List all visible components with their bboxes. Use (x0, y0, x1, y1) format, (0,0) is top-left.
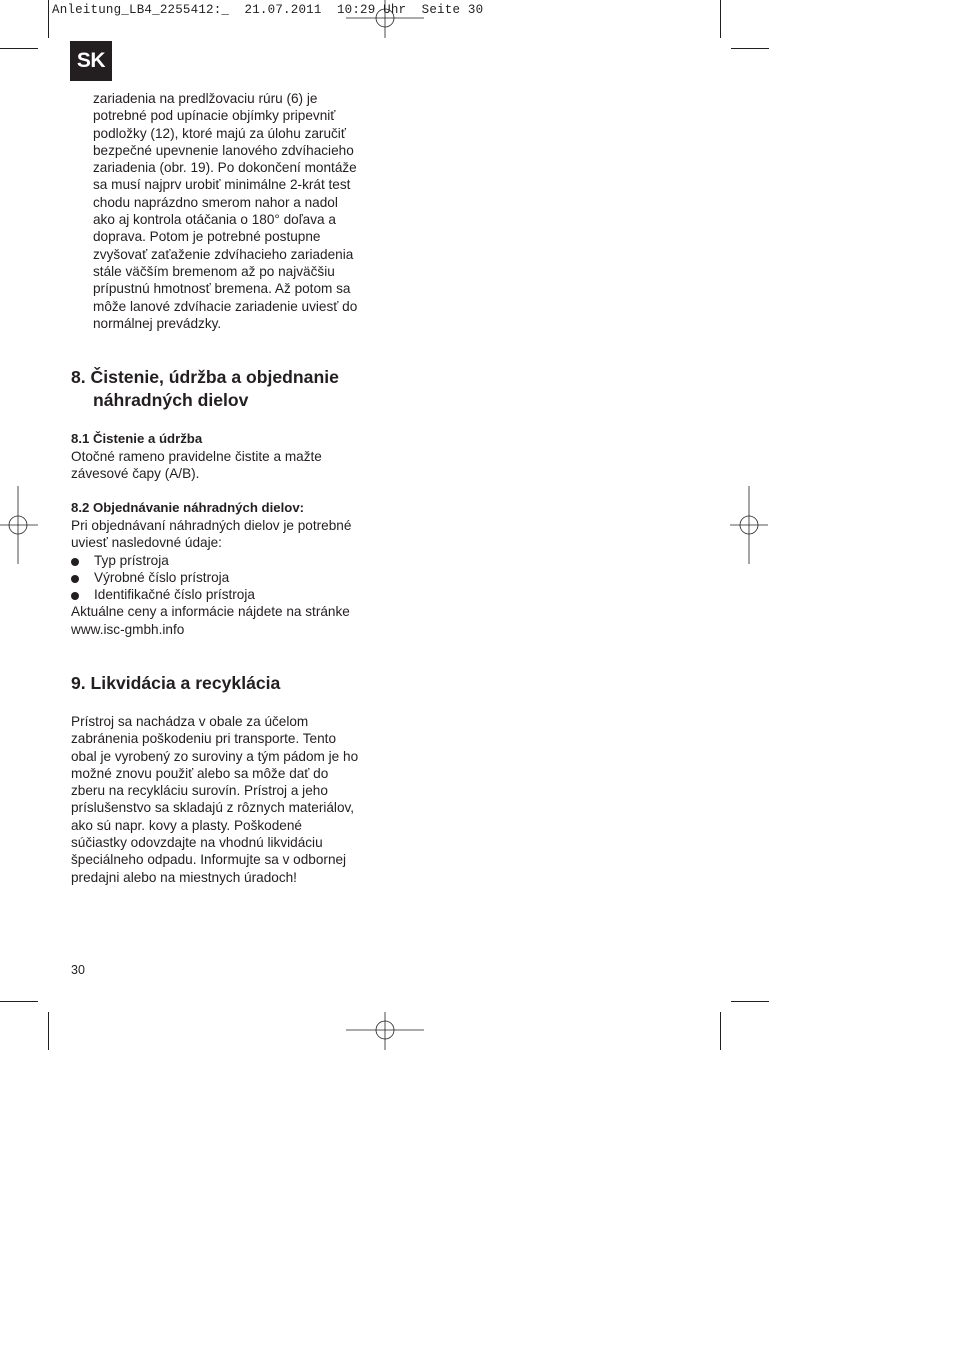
body-line: Aktuálne ceny a informácie nájdete na stránke (71, 604, 350, 620)
body-line: zabránenia poškodeniu pri transporte. Tento (71, 731, 337, 747)
print-header: Anleitung_LB4_2255412:_ 21.07.2011 10:29 Uhr Seite 30 (52, 3, 484, 17)
intro-paragraph (93, 90, 383, 332)
crop-mark-top-right-vertical (720, 0, 721, 38)
required-data-list (71, 552, 381, 604)
body-line: príslušenstvo sa skladajú z rôznych materiálov, (71, 800, 355, 816)
section-8-title-line2: náhradných dielov (93, 390, 249, 410)
intro-line: ako aj kontrola otáčania o 180° doľava a (93, 212, 336, 228)
section-9-heading: 9. Likvidácia a recyklácia (71, 673, 281, 693)
website-link[interactable]: www.isc-gmbh.info (71, 621, 185, 637)
body-line: ako sú napr. kovy a plasty. Poškodené (71, 817, 302, 833)
crop-mark-top-left-vertical (48, 0, 49, 38)
language-badge: SK (70, 41, 112, 81)
registration-mark-right-icon (730, 486, 768, 564)
intro-line: podložky (12), ktoré majú za úlohu zaručiť (93, 125, 346, 141)
intro-line: chodu naprázdno smerom nahor a nadol (93, 194, 338, 210)
registration-mark-left-icon (0, 486, 38, 564)
intro-line: bezpečné upevnenie lanového zdvíhacieho (93, 142, 354, 158)
crop-mark-bottom-right-vertical (720, 1012, 721, 1050)
intro-line: zariadenia na predlžovaciu rúru (6) je (93, 91, 318, 106)
intro-line: prípustnú hmotnosť bremena. Až potom sa (93, 281, 351, 297)
registration-mark-top-icon (346, 0, 424, 38)
subsection-8-2-heading: 8.2 Objednávanie náhradných dielov: (71, 500, 305, 515)
body-line: možné znovu použiť alebo sa môže dať do (71, 765, 329, 781)
intro-line: normálnej prevádzky. (93, 315, 222, 331)
body-line: Otočné rameno pravidelne čistite a mažte (71, 449, 322, 464)
body-line: zberu na recykláciu surovín. Prístroj a jeho (71, 783, 328, 799)
section-9-body (71, 713, 381, 886)
intro-line: môže lanové zdvíhacie zariadenie uviesť do (93, 298, 358, 314)
body-line: uviesť nasledovné údaje: (71, 535, 222, 551)
registration-mark-bottom-icon (346, 1012, 424, 1050)
page-number: 30 (71, 963, 85, 977)
section-8-title-line1: 8. Čistenie, údržba a objednanie (71, 367, 339, 387)
body-line: závesové čapy (A/B). (71, 466, 200, 482)
body-line: predajni alebo na miestnych úradoch! (71, 869, 297, 885)
intro-line: stále väčším bremenom až po najväčšiu (93, 263, 335, 279)
body-line: špeciálneho odpadu. Informujte sa v odbornej (71, 852, 347, 868)
crop-mark-bottom-right-horizontal (731, 1001, 769, 1002)
body-line: obal je vyrobený zo suroviny a tým pádom je ho (71, 748, 359, 764)
body-line: súčiastky odovzdajte na vhodnú likvidáciu (71, 835, 323, 851)
crop-mark-top-right-horizontal (731, 48, 769, 49)
body-line: Prístroj sa nachádza v obale za účelom (71, 714, 309, 729)
subsection-8-1-heading: 8.1 Čistenie a údržba (71, 431, 203, 446)
list-item: Výrobné číslo prístroja (71, 569, 381, 586)
section-8-heading (71, 366, 391, 412)
subsection-8-2-body (71, 517, 381, 638)
list-item: Typ prístroja (71, 552, 381, 569)
intro-line: sa musí najprv urobiť minimálne 2-krát test (93, 177, 351, 193)
intro-line: doprava. Potom je potrebné postupne (93, 229, 321, 245)
intro-line: zvyšovať zaťaženie zdvíhacieho zariadenia (93, 246, 354, 262)
subsection-8-1-body (71, 448, 381, 483)
intro-line: potrebné pod upínacie objímky pripevniť (93, 108, 336, 124)
list-item: Identifikačné číslo prístroja (71, 586, 381, 603)
body-line: Pri objednávaní náhradných dielov je potrebné (71, 518, 352, 533)
intro-line: zariadenia (obr. 19). Po dokončení montáže (93, 160, 357, 176)
crop-mark-top-left-horizontal (0, 48, 38, 49)
crop-mark-bottom-left-vertical (48, 1012, 49, 1050)
crop-mark-bottom-left-horizontal (0, 1001, 38, 1002)
